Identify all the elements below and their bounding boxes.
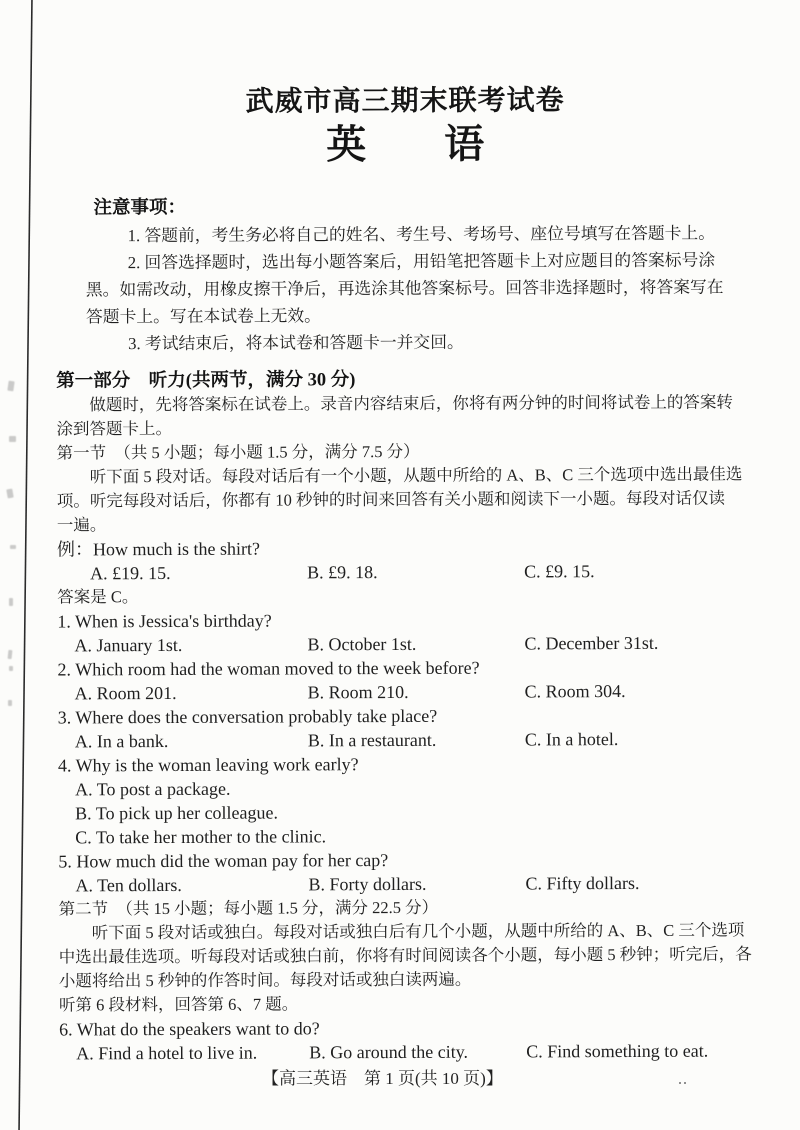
question-5-option-b: B. Forty dollars. [308,873,427,895]
question-2-option-b: B. Room 210. [307,681,409,703]
subject-char-right: 语 [444,121,485,167]
part1-intro-line-2: 涂到答题卡上。 [56,418,173,439]
question-2-option-c: C. Room 304. [524,680,626,702]
part1-intro-line-1: 做题时，先将答案标在试卷上。录音内容结束后，你将有两分钟的时间将试卷上的答案转 [89,392,733,415]
example-answer: 答案是 C。 [57,587,139,607]
exam-title: 武威市高三期末联考试卷 [245,85,565,118]
question-1-option-b: B. October 1st. [307,633,417,655]
notice-item-2-line-3: 答题卡上。写在本试卷上无效。 [85,306,321,327]
example-options [57,558,757,585]
question-6-option-b: B. Go around the city. [309,1041,469,1063]
question-3-option-c: C. In a hotel. [524,729,619,750]
question-2-option-a: A. Room 201. [74,682,177,704]
scan-speck-dots [679,1082,691,1085]
question-5-option-c: C. Fifty dollars. [525,872,640,894]
question-1-option-c: C. December 31st. [524,632,659,654]
section2-instructions-line-3: 小题将给出 5 秒钟的作答时间。每段对话或独白读两遍。 [58,969,472,991]
question-3-options [58,726,758,753]
question-3-text: 3. Where does the conversation probably take place? [57,705,438,728]
question-6-option-c: C. Find something to eat. [526,1040,709,1062]
example-option-a: A. £19. 15. [90,562,171,584]
question-5-option-a: A. Ten dollars. [75,874,182,896]
sheet [55,0,760,1065]
section2-heading: 第二节 （共 15 小题；每小题 1.5 分，满分 22.5 分） [58,897,439,919]
question-2-text: 2. Which room had the woman moved to the week before? [57,657,480,680]
question-3-option-a: A. In a bank. [74,730,169,752]
example-option-c: C. £9. 15. [524,561,595,582]
page-footer: 【高三英语 第 1 页(共 10 页)】 [262,1069,503,1088]
section2-instructions-line-2: 中选出最佳选项。听每段对话或独白前，你将有时间阅读各个小题，每小题 5 秒钟；听完后，各 [58,944,752,967]
question-4-option-b: B. To pick up her colleague. [75,802,279,824]
subject-char-left: 英 [326,122,367,168]
notices-section [85,192,756,357]
question-3-option-b: B. In a restaurant. [307,729,437,751]
question-6-text: 6. What do the speakers want to do? [59,1018,320,1040]
notices-heading: 注意事项： [93,197,187,219]
section2-material-6-line: 听第 6 段材料，回答第 6、7 题。 [58,994,299,1015]
section1-instructions-line-2: 项。听完每段对话后，你都有 10 秒钟的时间来回答有关小题和阅读下一小题。每段对话仅读 [56,488,726,511]
notice-item-2-line-1: 2. 回答选择题时，选出每小题答案后，用铅笔把答题卡上对应题目的答案标号涂 [127,250,716,273]
section1-instructions-line-1: 听下面 5 段对话。每段对话后有一个小题，从题中所给的 A、B、C 三个选项中选出最佳选 [89,464,743,487]
example-prompt: 例：How much is the shirt? [56,538,261,560]
question-4-option-c: C. To take her mother to the clinic. [75,826,327,848]
section2-instructions-line-1: 听下面 5 段对话或独白。每段对话或独白后有几个小题，从题中所给的 A、B、C 三个选项 [91,920,745,943]
notice-item-1: 1. 答题前，考生务必将自己的姓名、考生号、考场号、座位号填写在答题卡上。 [127,223,716,246]
example-option-b: B. £9. 18. [307,562,378,583]
subject-title [55,120,755,169]
section1-heading: 第一节 （共 5 小题；每小题 1.5 分，满分 7.5 分） [56,441,420,463]
question-6-option-a: A. Find a hotel to live in. [76,1042,258,1064]
question-1-option-a: A. January 1st. [74,634,183,656]
notice-item-3: 3. 考试结束后，将本试卷和答题卡一并交回。 [128,332,464,354]
part1-heading: 第一部分 听力(共两节，满分 30 分) [56,370,356,392]
question-4-text: 4. Why is the woman leaving work early? [57,754,359,776]
notice-item-2-line-2: 黑。如需改动，用橡皮擦干净后，再选涂其他答案标号。回答非选择题时，将答案写在 [85,277,724,300]
question-1-options [57,630,757,657]
question-4-option-a: A. To post a package. [75,778,231,800]
question-2-options [58,678,758,705]
question-5-options [58,870,758,897]
question-6-options [59,1038,759,1065]
question-1-text: 1. When is Jessica's birthday? [57,610,272,632]
question-5-text: 5. How much did the woman pay for her cap? [58,850,389,872]
section1-instructions-line-3: 一遍。 [56,515,107,535]
